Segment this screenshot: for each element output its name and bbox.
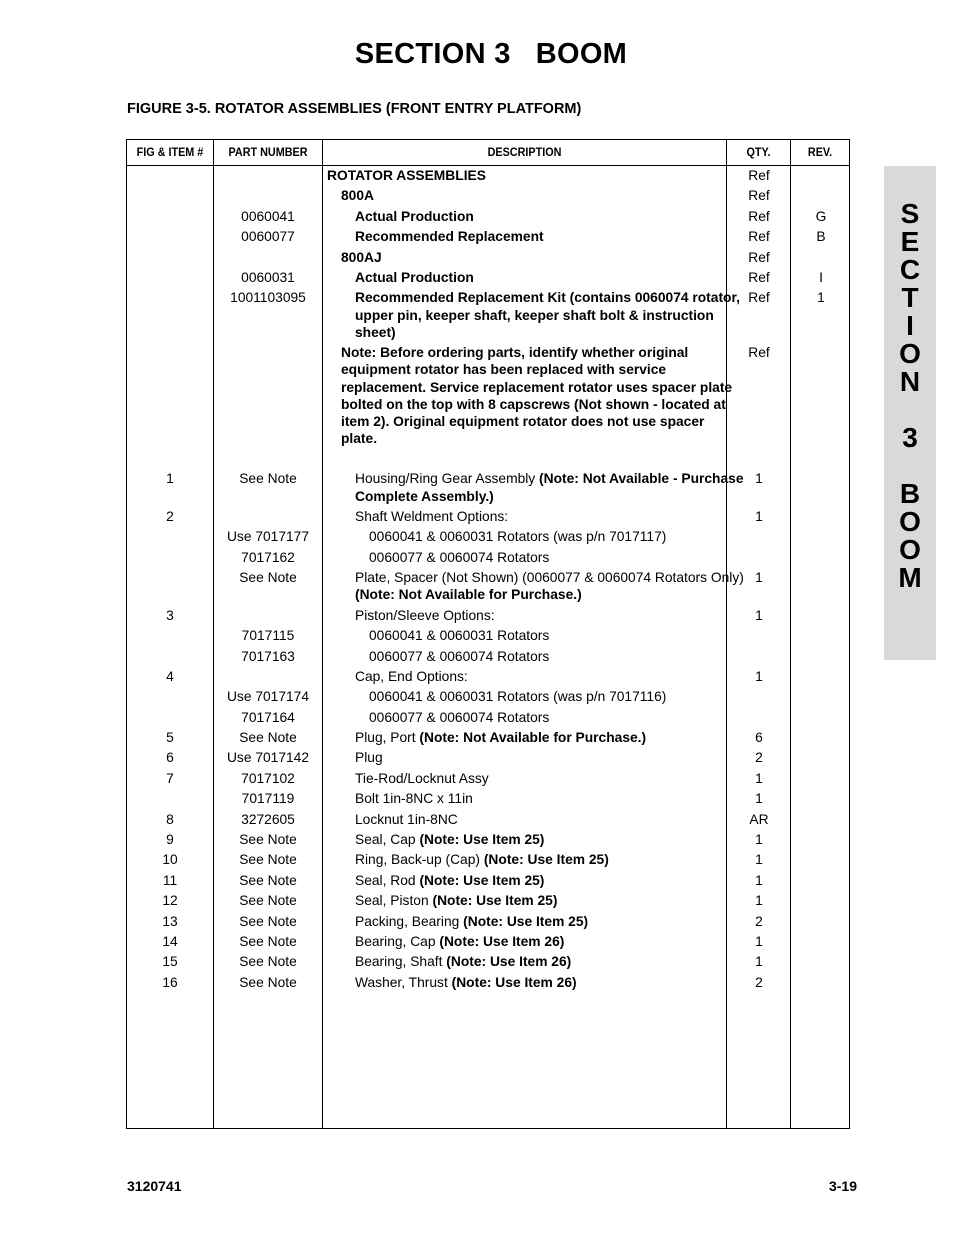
part-number: See Note [239, 730, 297, 746]
item-number: 9 [166, 832, 174, 848]
header-item: FIG & ITEM # [136, 145, 204, 159]
table-row [127, 831, 849, 848]
part-number: Use 7017177 [226, 529, 310, 545]
table-row [127, 749, 849, 766]
item-number: 10 [162, 852, 178, 868]
description [327, 648, 761, 665]
description-note: (Note: Use Item 25) [419, 832, 545, 848]
description [327, 933, 747, 950]
description-text: Piston/Sleeve Options: [355, 607, 495, 623]
quantity: 1 [755, 832, 763, 848]
quantity: AR [749, 811, 769, 827]
quantity: Ref [748, 188, 770, 204]
quantity: 1 [755, 508, 763, 524]
header-part-number: PART NUMBER [228, 145, 308, 159]
section-tab-letter: C [899, 254, 921, 285]
section-tab-letter: O [899, 338, 921, 369]
table-row [127, 344, 849, 447]
description [327, 688, 761, 705]
revision: B [816, 229, 826, 245]
description-note: (Note: Use Item 26) [439, 933, 565, 949]
part-number: See Note [239, 974, 297, 990]
table-row [127, 892, 849, 909]
description-note: (Note: Use Item 25) [432, 893, 558, 909]
description [327, 269, 747, 286]
description-text: 800AJ [341, 249, 382, 265]
part-number: See Note [239, 471, 297, 487]
table-row [127, 648, 849, 665]
description [327, 811, 747, 828]
header-description: DESCRIPTION [487, 145, 562, 159]
quantity: 1 [755, 791, 763, 807]
table-row [127, 811, 849, 828]
description-text: Plug, Port [355, 730, 420, 746]
description-text: Washer, Thrust [355, 974, 452, 990]
table-row [127, 208, 849, 225]
description [327, 729, 747, 746]
table-row [127, 187, 849, 204]
item-number: 3 [166, 607, 174, 623]
description-text: Bolt 1in-8NC x 11in [355, 791, 473, 807]
part-number: 7017162 [241, 549, 295, 565]
table-body [127, 167, 849, 994]
revision: 1 [817, 290, 825, 306]
table-row [127, 974, 849, 991]
description-note: (Note: Use Item 26) [446, 954, 572, 970]
description-text: 0060041 & 0060031 Rotators [369, 628, 550, 644]
section-tab-letter: M [898, 562, 922, 593]
item-number: 16 [162, 974, 178, 990]
table-row [127, 269, 849, 286]
part-number: 0060041 [241, 208, 295, 224]
part-number: See Note [239, 893, 297, 909]
section-tab-letter: O [899, 506, 921, 537]
header-divider [127, 165, 849, 166]
item-number: 6 [166, 750, 174, 766]
part-number: See Note [239, 954, 297, 970]
description-note: (Note: Use Item 26) [451, 974, 577, 990]
part-number: 7017164 [241, 709, 295, 725]
description-text: Tie-Rod/Locknut Assy [355, 770, 489, 786]
description-text: Bearing, Shaft [355, 954, 447, 970]
description-note: (Note: Not Available - Purchase Complete Assembly.) [355, 471, 744, 504]
description-note: (Note: Use Item 25) [483, 852, 609, 868]
section-tab-letter: 3 [902, 422, 918, 453]
item-number: 2 [166, 508, 174, 524]
description [327, 289, 747, 341]
table-row [127, 167, 849, 184]
table-row [127, 913, 849, 930]
description [327, 770, 747, 787]
quantity: Ref [748, 290, 770, 306]
description [327, 607, 747, 624]
quantity: 2 [755, 913, 763, 929]
quantity: Ref [748, 229, 770, 245]
section-tab-letter: N [899, 366, 921, 397]
table-row [127, 289, 849, 341]
quantity: 1 [755, 570, 763, 586]
table-row [127, 470, 849, 504]
description-text: Packing, Bearing [355, 913, 464, 929]
item-number: 14 [162, 933, 178, 949]
description [327, 249, 733, 266]
part-number: 1001103095 [230, 290, 306, 306]
item-number: 13 [162, 913, 178, 929]
description-text: Recommended Replacement [355, 229, 544, 245]
quantity: Ref [748, 269, 770, 285]
part-number: 3272605 [241, 811, 295, 827]
part-number: Use 7017142 [226, 750, 310, 766]
table-row [127, 770, 849, 787]
item-number: 4 [166, 668, 174, 684]
quantity: 2 [755, 974, 763, 990]
part-number: See Note [239, 570, 297, 586]
part-number: 7017115 [241, 628, 295, 644]
description [327, 831, 747, 848]
section-tab-letter: E [900, 226, 920, 257]
table-row [127, 627, 849, 644]
table-row [127, 549, 849, 566]
description [327, 208, 747, 225]
description-text: Bearing, Cap [355, 933, 440, 949]
description [327, 528, 761, 545]
description [327, 228, 747, 245]
table-row [127, 569, 849, 603]
description-text: 800A [341, 188, 374, 204]
part-number: See Note [239, 872, 297, 888]
table-row [127, 249, 849, 266]
description [327, 627, 761, 644]
item-number: 7 [166, 770, 174, 786]
description [327, 549, 761, 566]
quantity: 1 [755, 607, 763, 623]
description-text: ROTATOR ASSEMBLIES [327, 168, 486, 183]
description [327, 668, 747, 685]
section-tab-letter: S [900, 198, 920, 229]
table-row [127, 228, 849, 245]
table-row [127, 528, 849, 545]
description-note: (Note: Not Available for Purchase.) [355, 587, 582, 603]
description [327, 167, 719, 184]
description-text: Note: Before ordering parts, identify whether original equipment rotator has been replaced with service replacement. Service replacement rotator uses spacer plate bolted on the top with 8 capscrews (Not shown - located at item 2). Original equipment rotator does not use spacer plate. [341, 345, 733, 447]
revision: G [815, 208, 827, 224]
description-text: Housing/Ring Gear Assembly [355, 471, 540, 487]
quantity: 1 [755, 852, 763, 868]
part-number: See Note [239, 933, 297, 949]
quantity: 1 [755, 872, 763, 888]
quantity: Ref [748, 168, 770, 183]
description [327, 790, 747, 807]
table-row [127, 872, 849, 889]
item-number: 11 [162, 872, 178, 888]
description-text: Plug [355, 750, 383, 766]
section-tab-letter: B [899, 478, 921, 509]
description [327, 974, 747, 991]
description-text: Recommended Replacement Kit (contains 0060074 rotator, upper pin, keeper shaft, keeper shaft bolt & instruction sheet) [355, 290, 740, 340]
page-title: SECTION 3 BOOM [354, 38, 628, 70]
part-number: Use 7017174 [226, 689, 310, 705]
item-number: 8 [166, 811, 174, 827]
table-row [127, 709, 849, 726]
item-number: 1 [166, 471, 174, 487]
quantity: 1 [755, 770, 763, 786]
table-row [127, 851, 849, 868]
description-text: Cap, End Options: [355, 668, 468, 684]
description [327, 892, 747, 909]
parts-table [126, 139, 850, 1129]
page-number: 3-19 [828, 1178, 857, 1194]
part-number: See Note [239, 832, 297, 848]
description-text: Seal, Piston [355, 893, 433, 909]
description-note: (Note: Use Item 25) [463, 913, 589, 929]
description [327, 569, 747, 603]
header-rev: REV. [807, 145, 833, 159]
quantity: 1 [755, 893, 763, 909]
section-tab-letter: T [901, 282, 919, 313]
table-row [127, 688, 849, 705]
description [327, 913, 747, 930]
section-tab [884, 166, 936, 660]
description-text: Shaft Weldment Options: [355, 508, 509, 524]
quantity: Ref [748, 249, 770, 265]
description [327, 470, 747, 504]
description [327, 749, 747, 766]
table-row [127, 933, 849, 950]
description [327, 508, 747, 525]
quantity: 6 [755, 730, 763, 746]
description-text: 0060077 & 0060074 Rotators [369, 549, 550, 565]
part-number: 7017102 [241, 770, 295, 786]
quantity: Ref [748, 345, 770, 361]
part-number: See Note [239, 852, 297, 868]
table-row [127, 668, 849, 685]
description [327, 872, 747, 889]
quantity: Ref [748, 208, 770, 224]
table-row [127, 607, 849, 624]
description-text: 0060041 & 0060031 Rotators (was p/n 7017117) [369, 529, 667, 545]
description-text: Seal, Rod [355, 872, 420, 888]
quantity: 1 [755, 954, 763, 970]
table-row [127, 729, 849, 746]
description-note: (Note: Not Available for Purchase.) [419, 730, 647, 746]
description-text: 0060041 & 0060031 Rotators (was p/n 7017116) [369, 689, 667, 705]
table-row [127, 953, 849, 970]
part-number: 0060077 [241, 229, 295, 245]
description [327, 187, 733, 204]
part-number: See Note [239, 913, 297, 929]
description-note: (Note: Use Item 25) [419, 872, 545, 888]
description-text: 0060077 & 0060074 Rotators [369, 648, 550, 664]
quantity: 1 [755, 471, 763, 487]
description [327, 709, 761, 726]
section-tab-letter: O [899, 534, 921, 565]
description-text: Actual Production [355, 269, 474, 285]
description-text: Ring, Back-up (Cap) [355, 852, 484, 868]
document-number: 3120741 [127, 1178, 182, 1194]
description-text: 0060077 & 0060074 Rotators [369, 709, 550, 725]
description [327, 851, 747, 868]
description-text: Seal, Cap [355, 832, 420, 848]
item-number: 15 [162, 954, 178, 970]
table-row [127, 790, 849, 807]
description-text: Actual Production [355, 208, 474, 224]
part-number: 7017163 [241, 648, 295, 664]
quantity: 1 [755, 668, 763, 684]
item-number: 5 [166, 730, 174, 746]
figure-title: FIGURE 3-5. ROTATOR ASSEMBLIES (FRONT ENTRY PLATFORM) [127, 101, 582, 117]
description [327, 344, 733, 447]
section-tab-letter: I [906, 310, 914, 341]
description-text: Locknut 1in-8NC [355, 811, 458, 827]
revision: I [819, 269, 823, 285]
quantity: 2 [755, 750, 763, 766]
part-number: 7017119 [241, 791, 295, 807]
table-row [127, 508, 849, 525]
description [327, 953, 747, 970]
part-number: 0060031 [241, 269, 295, 285]
description-text: Plate, Spacer (Not Shown) (0060077 & 0060074 Rotators Only) [355, 570, 744, 586]
quantity: 1 [755, 933, 763, 949]
header-qty: QTY. [746, 145, 771, 159]
item-number: 12 [162, 893, 178, 909]
